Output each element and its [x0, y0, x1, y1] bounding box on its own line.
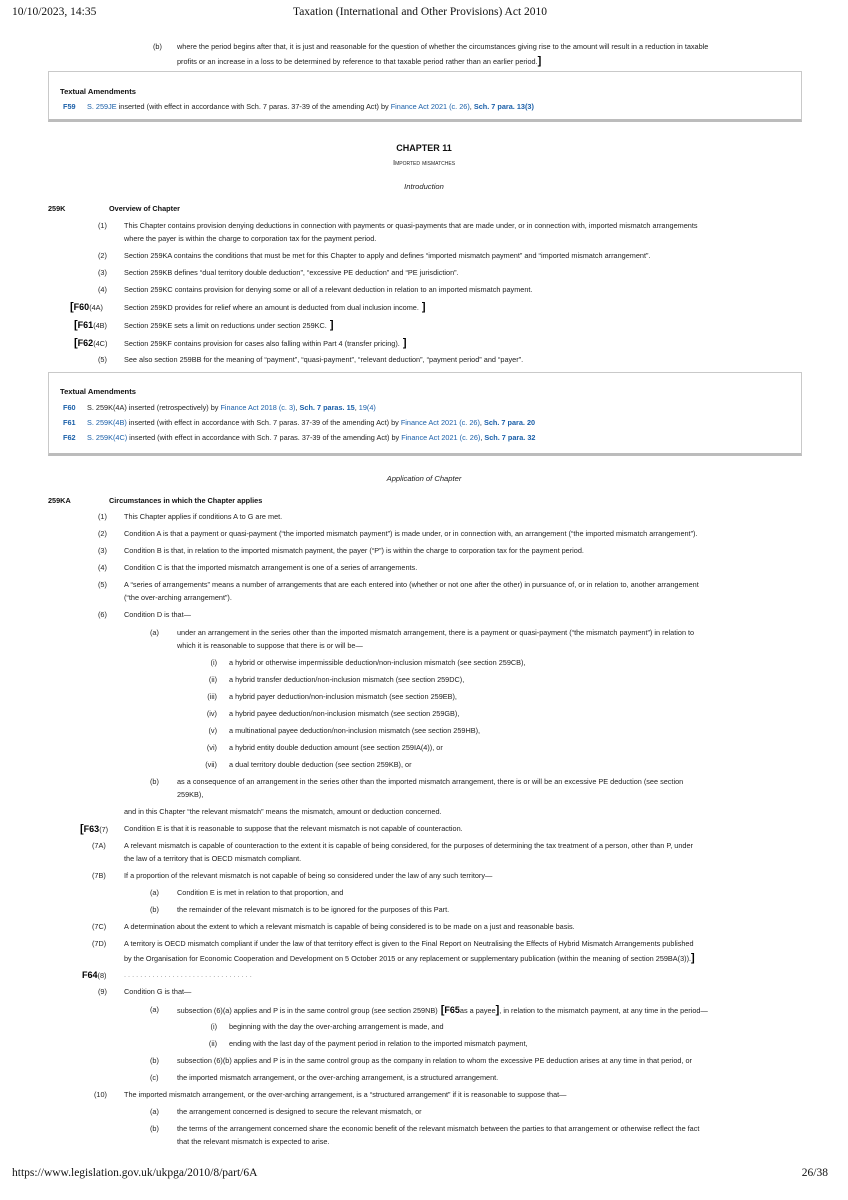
- para-num: (9): [98, 987, 107, 996]
- open-bracket: [: [80, 823, 84, 835]
- close-bracket: ]: [326, 319, 334, 331]
- section-number: 259KA: [48, 496, 71, 505]
- para-text: Condition D is that—: [124, 610, 191, 619]
- para-text: Condition E is met in relation to that proportion, and: [177, 888, 344, 897]
- para-text: A relevant mismatch is capable of counteraction to the extent it is capable of being considered, for the purposes of determining the tax treatment of a person, other than P, under: [124, 841, 693, 850]
- print-datetime: 10/10/2023, 14:35: [12, 6, 97, 18]
- crossheading: Application of Chapter: [386, 474, 462, 483]
- para-num: (iii): [207, 692, 217, 701]
- para-num: (7A): [92, 841, 106, 850]
- para-num: (b): [150, 905, 159, 914]
- para-num: (4C): [93, 339, 108, 348]
- para-num: (i): [210, 1022, 217, 1031]
- para-text: Condition G is that—: [124, 987, 192, 996]
- footnote-marker-f60: F60: [73, 302, 90, 312]
- para-text: Condition A is that a payment or quasi-payment (“the imported mismatch payment”) is made under, or in connection with, an arrangement (“the imported mismatch arrangement”).: [124, 529, 698, 538]
- open-bracket: [: [74, 319, 78, 331]
- para-text: Section 259KF contains provision for cases also falling within Part 4 (transfer pricing).: [124, 339, 400, 348]
- para-num: (10): [94, 1090, 107, 1099]
- footnote-ref-f59[interactable]: F59: [63, 102, 76, 111]
- para-text: the terms of the arrangement concerned share the economic benefit of the relevant mismatch between the parties to that arrangement or otherwise reflect the fact: [177, 1124, 700, 1133]
- para-text: a hybrid payee deduction/non-inclusion mismatch (see section 259GB),: [229, 709, 460, 718]
- para-num: (b): [150, 777, 159, 786]
- para-text: A “series of arrangements” means a number of arrangements that are each entered into (whether or not one after the other) in pursuance of, or in relation to, another arrangement: [124, 580, 699, 589]
- para-text: Condition E is that it is reasonable to suppose that the relevant mismatch is not capable of counteraction.: [124, 824, 463, 833]
- para-num: (2): [98, 529, 107, 538]
- para-text: This Chapter contains provision denying deductions in connection with payments or quasi-payments that are made under, or in connection with, imported mismatch arrangements: [124, 221, 698, 230]
- para-text: (“the over-arching arrangement”).: [124, 593, 232, 602]
- para-num: (vi): [206, 743, 217, 752]
- para-num: (3): [98, 268, 107, 277]
- para-num: (7): [99, 825, 109, 834]
- section-number: 259K: [48, 204, 66, 213]
- para-num: (vii): [205, 760, 217, 769]
- para-text: the remainder of the relevant mismatch is to be ignored for the purposes of this Part.: [177, 905, 450, 914]
- para-text: the imported mismatch arrangement, or the over-arching arrangement, is a structured arrangement.: [177, 1073, 499, 1082]
- act-link[interactable]: Finance Act 2021 (c. 26): [400, 418, 480, 427]
- footnote-ref-f62[interactable]: F62: [63, 433, 76, 442]
- open-bracket: [: [74, 337, 78, 349]
- schedule-link[interactable]: Sch. 7 paras. 15: [299, 403, 355, 412]
- para-num: (ii): [208, 675, 217, 684]
- footnote-marker-f64: F64: [82, 970, 98, 980]
- para-num: (v): [208, 726, 217, 735]
- para-num: (7C): [92, 922, 107, 931]
- repealed-text: . . . . . . . . . . . . . . . . . . . . . . . . . . . . . . . .: [124, 970, 252, 979]
- amendment-text: inserted (with effect in accordance with Sch. 7 paras. 37-39 of the amending Act) by: [127, 433, 402, 442]
- separator: ,: [480, 433, 485, 442]
- para-num: (6): [98, 610, 107, 619]
- para-num: (c): [150, 1073, 159, 1082]
- para-num: (4A): [89, 303, 103, 312]
- chapter-subtitle: Imported mismatches: [392, 158, 456, 167]
- amendments-title: Textual Amendments: [60, 387, 136, 396]
- para-num: (8): [97, 971, 107, 980]
- para-text: Condition B is that, in relation to the imported mismatch payment, the payer (“P”) is within the charge to corporation tax for the payment period.: [124, 546, 584, 555]
- textual-amendments-box: [48, 372, 802, 456]
- footnote-ref-f60[interactable]: F60: [63, 403, 76, 412]
- para-text: that the relevant mismatch is expected to arise.: [177, 1137, 330, 1146]
- print-footer: [12, 1167, 828, 1183]
- para-text: a hybrid or otherwise impermissible deduction/non-inclusion mismatch (see section 259CB),: [229, 658, 526, 667]
- para-num: (a): [150, 1005, 159, 1014]
- para-text: ending with the last day of the payment period in relation to the imported mismatch payment,: [229, 1039, 528, 1048]
- para-text: , in relation to the mismatch payment, at any time in the period—: [499, 1006, 708, 1015]
- amendments-title: Textual Amendments: [60, 87, 136, 96]
- schedule-link[interactable]: Sch. 7 para. 32: [484, 433, 536, 442]
- textual-amendments-box: [48, 71, 802, 122]
- para-text: a hybrid transfer deduction/non-inclusion mismatch (see section 259DC),: [229, 675, 465, 684]
- para-text: and in this Chapter “the relevant mismatch” means the mismatch, amount or deduction concerned.: [124, 807, 442, 816]
- open-bracket: [: [70, 301, 74, 313]
- footnote-marker-f62: F62: [77, 338, 94, 348]
- para-num: (b): [150, 1124, 159, 1133]
- separator: ,: [354, 403, 359, 412]
- chapter-title: CHAPTER 11: [396, 143, 452, 153]
- para-text: A determination about the extent to which a relevant mismatch is capable of being considered is to be made on a just and reasonable basis.: [124, 922, 575, 931]
- para-text: Condition C is that the imported mismatch arrangement is one of a series of arrangements.: [124, 563, 418, 572]
- page-number: 26/38: [801, 1167, 828, 1179]
- para-text: as a consequence of an arrangement in the series other than the imported mismatch arrangement, there is or will be an excessive PE deduction (see section: [177, 777, 684, 786]
- para-text: where the payer is within the charge to corporation tax for the payment period.: [124, 234, 377, 243]
- para-text: subsection (6)(a) applies and P is in the same control group (see section 259NB): [177, 1006, 438, 1015]
- section-heading: Overview of Chapter: [109, 204, 180, 213]
- para-num: (5): [98, 580, 107, 589]
- para-num: (iv): [206, 709, 217, 718]
- para-num: (a): [150, 888, 159, 897]
- para-text: Section 259KE sets a limit on reductions under section 259KC.: [124, 321, 327, 330]
- print-header: [12, 6, 828, 22]
- para-text: Section 259KB defines “dual territory double deduction”, “excessive PE deduction” and “PE jurisdiction”.: [124, 268, 459, 277]
- para-num: (2): [98, 251, 107, 260]
- para-text: a dual territory double deduction (see section 259KB), or: [229, 760, 412, 769]
- page-url: https://www.legislation.gov.uk/ukpga/2010/8/part/6A: [12, 1167, 258, 1179]
- para-num: (1): [98, 512, 107, 521]
- section-link[interactable]: S. 259K(4B): [87, 418, 127, 427]
- act-link[interactable]: Finance Act 2018 (c. 3): [220, 403, 296, 412]
- amendment-text: inserted (with effect in accordance with Sch. 7 paras. 37-39 of the amending Act) by: [116, 102, 391, 111]
- para-num: (b): [150, 1056, 159, 1065]
- para-text: where the period begins after that, it is just and reasonable for the question of whether the circumstances giving rise to the amount will result in a reduction in taxable: [177, 42, 709, 51]
- para-text: If a proportion of the relevant mismatch is not capable of being so considered under the law of any such territory—: [124, 871, 493, 880]
- para-text: a hybrid payer deduction/non-inclusion mismatch (see section 259EB),: [229, 692, 457, 701]
- para-num: (4B): [93, 321, 107, 330]
- schedule-link[interactable]: Sch. 7 para. 20: [483, 418, 536, 427]
- schedule-link[interactable]: Sch. 7 para. 13(3): [473, 102, 534, 111]
- footnote-marker-f65: F65: [444, 1005, 460, 1015]
- para-text: the law of a territory that is OECD mismatch compliant.: [124, 854, 302, 863]
- inserted-text: as a payee: [459, 1006, 496, 1015]
- separator: ,: [469, 102, 474, 111]
- separator: ,: [479, 418, 484, 427]
- para-num: (i): [210, 658, 217, 667]
- close-bracket: ]: [399, 337, 407, 349]
- para-text: which it is reasonable to suppose that there is or will be—: [177, 641, 363, 650]
- amendment-section: S. 259K(4A): [87, 403, 127, 412]
- close-bracket: ]: [495, 1004, 500, 1016]
- schedule-link[interactable]: 19(4): [358, 403, 376, 412]
- para-num: (3): [98, 546, 107, 555]
- act-link[interactable]: Finance Act 2021 (c. 26): [390, 102, 470, 111]
- para-text: Section 259KD provides for relief where an amount is deducted from dual inclusion income.: [124, 303, 419, 312]
- para-text: by the Organisation for Economic Cooperation and Development on 5 October 2015 or any replacement or supplementary publication (within the meaning of section 259BA(3)).: [124, 954, 692, 963]
- amendment-text: inserted (retrospectively) by: [126, 403, 221, 412]
- footnote-marker-f63: F63: [83, 824, 100, 834]
- para-num: (4): [98, 563, 107, 572]
- section-heading: Circumstances in which the Chapter applies: [109, 496, 263, 505]
- para-num: (4): [98, 285, 107, 294]
- para-text: beginning with the day the over-arching arrangement is made, and: [229, 1022, 444, 1031]
- para-num: (7B): [92, 871, 106, 880]
- amendment-text: inserted (with effect in accordance with Sch. 7 paras. 37-39 of the amending Act) by: [126, 418, 401, 427]
- para-num: (a): [150, 1107, 159, 1116]
- para-num: (a): [150, 628, 159, 637]
- para-text: Section 259KC contains provision for denying some or all of a relevant deduction in relation to an imported mismatch payment.: [124, 285, 533, 294]
- para-text: See also section 259BB for the meaning of “payment”, “quasi-payment”, “relevant deduction”, “payment period” and “payer”.: [124, 355, 524, 364]
- footnote-marker-f61: F61: [77, 320, 94, 330]
- para-num: (1): [98, 221, 107, 230]
- para-num: (b): [153, 42, 162, 51]
- separator: ,: [295, 403, 300, 412]
- para-text: a multinational payee deduction/non-inclusion mismatch (see section 259HB),: [229, 726, 481, 735]
- para-text: The imported mismatch arrangement, or the over-arching arrangement, is a “structured arrangement” if it is reasonable to suppose that—: [124, 1090, 567, 1099]
- close-bracket: ]: [691, 952, 695, 964]
- crossheading: Introduction: [404, 182, 444, 191]
- para-text: A territory is OECD mismatch compliant if under the law of that territory effect is given to the Final Report on Neutralising the Effects of Hybrid Mismatch Arrangements published: [124, 939, 694, 948]
- para-num: (ii): [208, 1039, 217, 1048]
- para-text: profits or an increase in a loss to be determined by reference to that taxable period rather than an earlier period.: [177, 57, 538, 66]
- footnote-ref-f61[interactable]: F61: [63, 418, 76, 427]
- para-num: (5): [98, 355, 107, 364]
- para-text: subsection (6)(b) applies and P is in the same control group as the company in relation to whom the excessive PE deduction arises at any time in that period, or: [177, 1056, 692, 1065]
- para-text: Section 259KA contains the conditions that must be met for this Chapter to apply and defines “imported mismatch payment” and “imported mismatch arrangement”.: [124, 251, 651, 260]
- close-bracket: ]: [418, 301, 426, 313]
- para-text: under an arrangement in the series other than the imported mismatch arrangement, there is a payment or quasi-payment (“the mismatch payment”) in relation to: [177, 628, 695, 637]
- open-bracket: [: [437, 1004, 445, 1016]
- para-num: (7D): [92, 939, 107, 948]
- document-title: Taxation (International and Other Provisions) Act 2010: [292, 6, 548, 18]
- para-text: the arrangement concerned is designed to secure the relevant mismatch, or: [177, 1107, 422, 1116]
- close-bracket: ]: [537, 55, 542, 67]
- para-text: This Chapter applies if conditions A to G are met.: [124, 512, 283, 521]
- act-link[interactable]: Finance Act 2021 (c. 26): [401, 433, 481, 442]
- para-text: a hybrid entity double deduction amount (see section 259IA(4)), or: [229, 743, 443, 752]
- section-link[interactable]: S. 259JE: [87, 102, 117, 111]
- para-text: 259KB),: [177, 790, 204, 799]
- section-link[interactable]: S. 259K(4C): [87, 433, 128, 442]
